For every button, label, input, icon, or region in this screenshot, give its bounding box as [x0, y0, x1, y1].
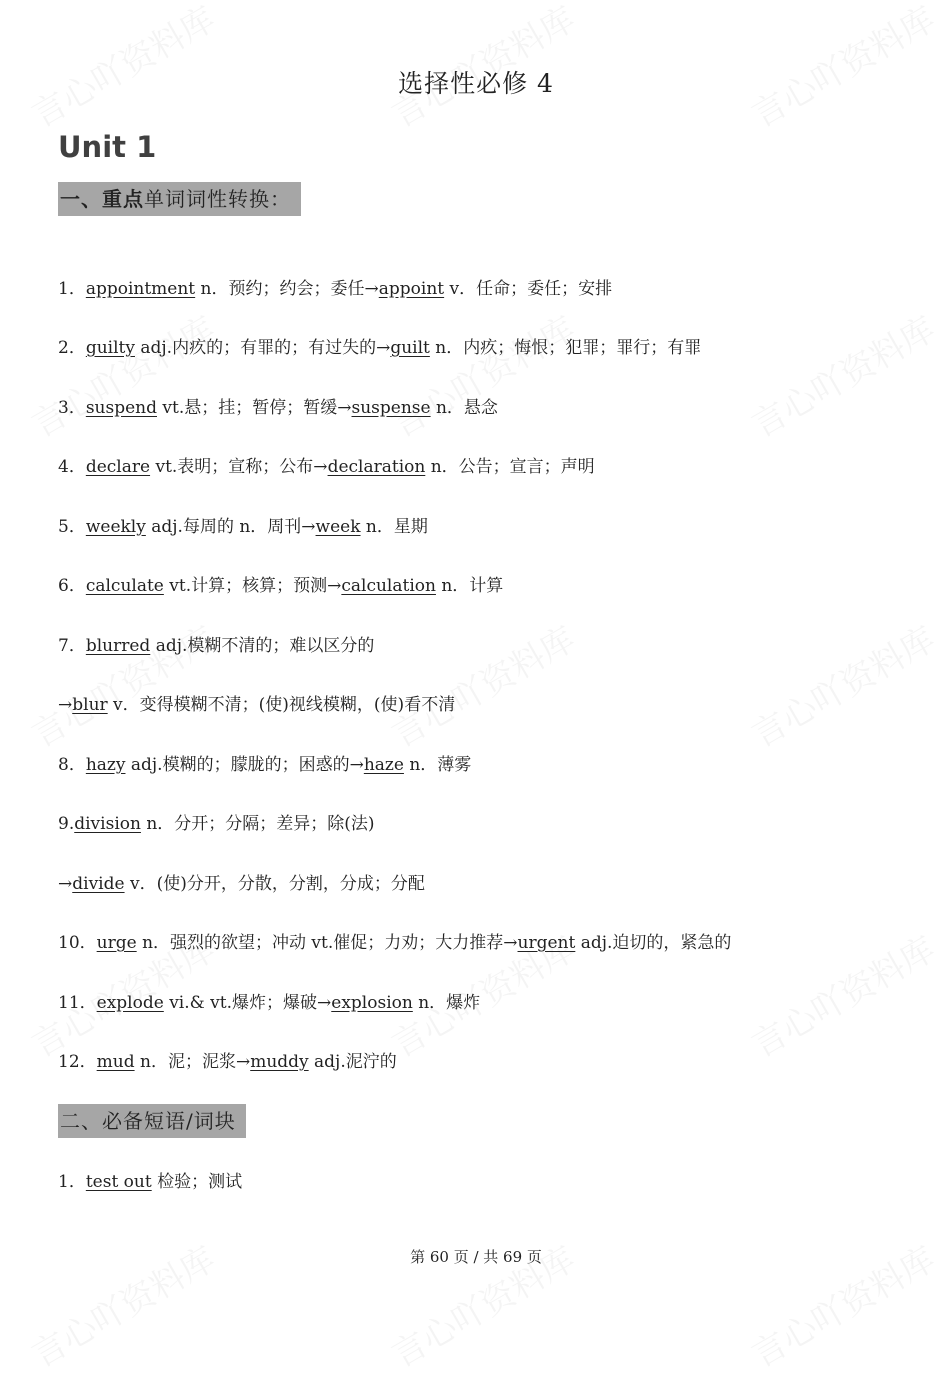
list-item	[58, 753, 471, 777]
item-number: 1．	[58, 279, 86, 299]
item-meaning: vt.计算；核算；预测→	[163, 576, 342, 596]
watermark-text	[741, 612, 942, 756]
item-meaning: adj.每周的 n．周刊→	[145, 517, 316, 537]
item-number: 5．	[58, 517, 86, 537]
list-item	[58, 1050, 397, 1074]
list-item	[58, 872, 425, 896]
item-word: division	[74, 814, 141, 834]
item-derived-word: urgent	[517, 933, 576, 953]
item-meaning: vt.表明；宣称；公布→	[150, 457, 328, 477]
page-footer: 第 60 页 / 共 69 页	[410, 1248, 542, 1266]
item-derived-meaning: n．计算	[435, 576, 504, 596]
item-word: explode	[96, 993, 164, 1013]
item-derived-meaning: n．薄雾	[403, 755, 472, 775]
item-word: blurred	[85, 636, 151, 656]
item-number: 1．	[58, 1172, 86, 1192]
unit-title: Unit 1	[58, 130, 157, 164]
item-meaning: n．预约；约会；委任→	[195, 279, 379, 299]
item-derived-meaning: v．任命；委任；安排	[444, 279, 613, 299]
item-number: 12．	[58, 1052, 97, 1072]
item-word: urge	[96, 933, 137, 953]
item-number: 7．	[58, 636, 86, 656]
item-word: suspend	[85, 398, 157, 418]
item-derived-meaning: n．星期	[360, 517, 428, 537]
item-derived-word: muddy	[250, 1052, 309, 1072]
item-number: 4．	[58, 457, 86, 477]
list-item	[58, 396, 498, 420]
watermark-text	[381, 612, 582, 756]
item-number: 2．	[58, 338, 86, 358]
item-word: declare	[85, 457, 151, 477]
item-meaning: 检验；测试	[151, 1172, 243, 1192]
list-item	[58, 455, 595, 479]
list-item	[58, 693, 455, 717]
item-word: calculate	[85, 576, 164, 596]
section-heading-prefix: 一、重点	[60, 187, 144, 211]
section-heading-rest: 单词词性转换：	[144, 187, 291, 211]
list-item	[58, 336, 701, 360]
item-derived-meaning: n．公告；宣言；声明	[425, 457, 595, 477]
item-meaning: n．强烈的欲望；冲动 vt.催促；力劝；大力推荐→	[136, 933, 518, 953]
item-derived-meaning: adj.泥泞的	[308, 1052, 397, 1072]
item-meaning: n．分开；分隔；差异；除(法)	[140, 814, 375, 834]
item-derived-word: suspense	[351, 398, 431, 418]
item-derived-word: haze	[363, 755, 404, 775]
item-word: hazy	[85, 755, 126, 775]
item-meaning: vt.悬；挂；暂停；暂缓→	[157, 398, 352, 418]
item-derived-meaning: n．内疚；悔恨；犯罪；罪行；有罪	[429, 338, 702, 358]
item-meaning: adj.内疚的；有罪的；有过失的→	[134, 338, 391, 358]
item-derived-meaning: n．爆炸	[412, 993, 481, 1013]
item-number: 11．	[58, 993, 97, 1013]
item-meaning: v．变得模糊不清；(使)视线模糊，(使)看不清	[107, 695, 456, 715]
list-item	[58, 931, 731, 955]
item-number: 9.	[58, 814, 75, 834]
watermark-text	[741, 302, 942, 446]
item-meaning: v．(使)分开，分散，分割，分成；分配	[124, 874, 425, 894]
item-derived-meaning: adj.迫切的，紧急的	[575, 933, 732, 953]
list-item	[58, 1170, 242, 1194]
list-item	[58, 634, 374, 658]
item-word: mud	[96, 1052, 135, 1072]
list-item	[58, 812, 375, 836]
item-word: weekly	[85, 517, 146, 537]
list-item	[58, 991, 480, 1015]
item-word: appointment	[85, 279, 196, 299]
item-derived-word: calculation	[341, 576, 436, 596]
section-heading-vocabulary	[58, 182, 301, 216]
section-heading-phrases: 二、必备短语/词块	[58, 1104, 246, 1138]
watermark-text	[21, 302, 222, 446]
watermark-text	[741, 922, 942, 1066]
item-derived-word: declaration	[327, 457, 426, 477]
item-word: blur	[72, 695, 108, 715]
list-item	[58, 574, 503, 598]
item-number: 8．	[58, 755, 86, 775]
list-item	[58, 515, 428, 539]
list-item	[58, 277, 612, 301]
item-derived-word: guilt	[390, 338, 430, 358]
item-meaning: adj.模糊的；朦胧的；困惑的→	[125, 755, 364, 775]
item-word: divide	[72, 874, 125, 894]
item-meaning: n．泥；泥浆→	[134, 1052, 251, 1072]
item-derived-word: explosion	[331, 993, 413, 1013]
item-number: →	[58, 874, 73, 894]
item-meaning: vi.& vt.爆炸；爆破→	[163, 993, 332, 1013]
item-number: 10．	[58, 933, 97, 953]
item-derived-word: appoint	[378, 279, 445, 299]
item-derived-word: week	[315, 517, 361, 537]
watermark-text	[381, 302, 582, 446]
item-meaning: adj.模糊不清的；难以区分的	[150, 636, 375, 656]
item-number: →	[58, 695, 73, 715]
item-word: guilty	[85, 338, 135, 358]
item-derived-meaning: n．悬念	[430, 398, 498, 418]
item-number: 6．	[58, 576, 86, 596]
page-title: 选择性必修 4	[398, 69, 554, 98]
item-number: 3．	[58, 398, 86, 418]
item-word: test out	[85, 1172, 152, 1192]
